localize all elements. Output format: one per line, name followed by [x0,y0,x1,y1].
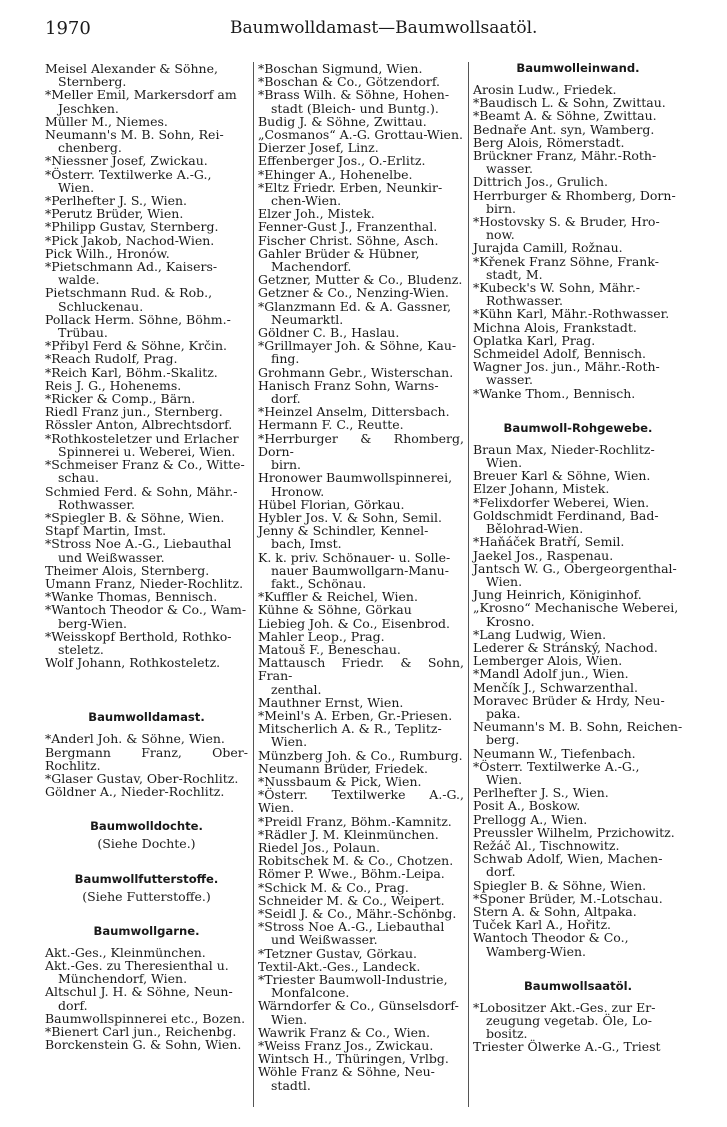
entry-name-line: *Schmeiser Franz & Co., Witte- [45,457,245,473]
entry-name-line: *Boschan Sigmund, Wien. [258,61,423,76]
entry-name-line: Schneider M. & Co., Weipert. [258,892,445,908]
section [45,711,248,798]
entry-name-line: *Spiegler B. & Söhne, Wien. [45,509,225,525]
entry-name-line: Rössler Anton, Albrechtsdorf. [45,417,233,433]
entry-continuation-line: Schluckenau. [58,298,144,314]
section-heading: Baumwolldamast. [88,710,205,725]
entry-name-line: *Stross Noe A.-G., Liebauthal [45,536,232,552]
entry-name-line: Braun Max, Nieder-Rochlitz- [473,441,655,457]
entry-name-line: Menčík J., Schwarzenthal. [473,679,639,695]
entry-name-line: Neumann's M. B. Sohn, Rei- [45,127,224,143]
entry-name-line: *Rothkosteletzer und Erlacher [45,430,239,446]
entry-name-line: Baumwollspinnerei etc., Bozen. [45,1010,246,1026]
directory-entry [258,379,464,405]
entry-continuation-line: Bělohrad-Wien. [486,521,584,537]
entry-name-line: Breuer Karl & Söhne, Wien. [473,468,651,484]
entry-name-line: *Sponer Brüder, M.-Lotschau. [473,890,663,906]
column-2 [258,62,464,1092]
entry-continuation-line: Wien. [486,455,523,471]
entry-name-line: *Glanzmann Ed. & A. Gassner, [258,298,452,314]
entry-name-line: Lemberger Alois, Wien. [473,653,623,669]
entry-name-line: *Mandl Adolf jun., Wien. [473,666,629,682]
directory-entry [45,746,248,772]
entry-name-line: *Heinzel Anselm, Dittersbach. [258,404,450,420]
entry-name-line: *Beamt A. & Söhne, Zwittau. [473,108,657,124]
entry-continuation-line: Wien. [486,573,523,589]
entry-name-line: Liebieg Joh. & Co., Eisenbrod. [258,615,450,631]
entry-name-line: Hübel Florian, Görkau. [258,496,405,512]
entry-continuation-line: Wien. [486,771,523,787]
entry-name-line: Arosin Ludw., Friedek. [473,82,617,97]
directory-entry [45,260,248,286]
entry-name-line: *Glaser Gustav, Ober-Rochlitz. [45,770,239,786]
entry-name-line: *Rädler J. M. Kleinmünchen. [258,826,439,842]
directory-entry [473,562,683,588]
entry-name-line: Jantsch W. G., Obergeorgenthal- [473,560,677,576]
directory-entry [473,281,683,307]
directory-entry [45,485,248,511]
entry-continuation-line: dorf. [486,864,516,880]
entry-continuation-line: stadtl. [271,1077,311,1093]
entry-continuation-line: walde. [58,272,100,288]
entry-name-line: *Wanke Thom., Bennisch. [473,385,636,401]
entry-name-line: Mattausch Friedr. & Sohn, Fran- [258,655,464,684]
directory-entry [258,181,464,207]
entry-name-line: Spiegler B. & Söhne, Wien. [473,877,647,893]
directory-entry [258,88,464,114]
section-heading: Baumwolldochte. [90,819,203,834]
entry-name-line: *Brass Wilh. & Söhne, Hohen- [258,87,450,103]
entry-continuation-line: zenthal. [271,681,322,697]
entry-name-line: Jenny & Schindler, Kennel- [258,523,429,539]
entry-name-line: Lederer & Stránský, Nachod. [473,639,658,655]
entry-continuation-line: Krosno. [486,613,535,629]
directory-entry [473,215,683,241]
entry-continuation-line: stadt, M. [486,266,543,282]
entry-name-line: *Triester Baumwoll-Industrie, [258,972,448,988]
directory-entry [258,471,464,497]
entry-name-line: *Ricker & Comp., Bärn. [45,391,196,407]
entry-name-line: *Perlhefter J. S., Wien. [45,193,187,209]
entry-name-line: Pietschmann Rud. & Rob., [45,285,213,301]
directory-entry [258,432,464,472]
entry-name-line: Meisel Alexander & Söhne, [45,61,218,76]
section [45,925,248,1052]
entry-name-line: *Grillmayer Joh. & Söhne, Kau- [258,338,457,354]
entry-name-line: Elzer Johann, Mistek. [473,481,610,497]
directory-entry [473,852,683,878]
entry-name-line: Wöhle Franz & Söhne, Neu- [258,1064,435,1080]
section [45,62,248,669]
directory-entry [473,360,683,386]
directory-entry [45,168,248,194]
column-1 [45,62,248,1051]
directory-entry [45,537,248,563]
entry-name-line: *Niessner Josef, Zwickau. [45,153,208,169]
entry-name-line: Getzner, Mutter & Co., Bludenz. [258,272,463,288]
entry-name-line: Wagner Jos. jun., Mähr.-Roth- [473,359,660,375]
entry-continuation-line: bach, Imst. [271,536,342,552]
directory-entry [258,722,464,748]
directory-entry [473,509,683,535]
entry-name-line: Michna Alois, Frankstadt. [473,319,637,335]
entry-name-line: Jurajda Camill, Rožnau. [473,240,623,256]
entry-name-line: *Schick M. & Co., Prag. [258,879,409,895]
entry-name-line: Reis J. G., Hohenems. [45,377,182,393]
entry-name-line: *Weisskopf Berthold, Rothko- [45,628,232,644]
entry-continuation-line: wasser. [486,372,533,388]
entry-name-line: Römer P. Wwe., Böhm.-Leipa. [258,866,445,882]
entry-name-line: Altschul J. H. & Söhne, Neun- [45,984,233,1000]
entry-continuation-line: und Weißwasser. [58,549,165,565]
entry-name-line: Hanisch Franz Sohn, Warns- [258,377,439,393]
entry-name-line: *Wantoch Theodor & Co., Wam- [45,602,247,618]
directory-entry [45,88,248,114]
entry-continuation-line: Trübau. [58,325,108,341]
directory-entry [258,1065,464,1091]
entry-name-line: Režáč Al., Tischnowitz. [473,837,620,853]
entry-name-line: Oplatka Karl, Prag. [473,332,596,348]
entry-name-line: Preussler Wilhelm, Przichowitz. [473,824,675,840]
entry-continuation-line: schau. [58,470,99,486]
entry-name-line: Stern A. & Sohn, Altpaka. [473,903,637,919]
entry-name-line: *Wanke Thomas, Bennisch. [45,589,218,605]
entry-name-line: Matouš F., Beneschau. [258,641,401,657]
directory-entry [45,1038,248,1051]
entry-continuation-line: birn. [271,457,301,473]
entry-name-line: *Hostovsky S. & Bruder, Hro- [473,214,660,230]
entry-name-line: Pollack Herm. Söhne, Böhm.- [45,311,231,327]
entry-continuation-line: Rothwasser. [58,496,135,512]
section-heading: Baumwollfutterstoffe. [74,871,219,886]
entry-name-line: *Seidl J. & Co., Mähr.-Schönbg. [258,906,457,921]
entry-name-line: *Boschan & Co., Götzendorf. [258,74,441,90]
entry-name-line: Dittrich Jos., Grulich. [473,174,608,190]
entry-name-line: K. k. priv. Schönauer- u. Solle- [258,549,451,565]
directory-entry [473,720,683,746]
entry-name-line: Triester Ölwerke A.-G., Triest [473,1039,661,1055]
entry-name-line: *Perutz Brüder, Wien. [45,206,184,222]
entry-name-line: Gahler Brüder & Hübner, [258,245,420,261]
directory-entry [45,128,248,154]
entry-name-line: „Krosno“ Mechanische Weberei, [473,600,679,616]
entry-name-line: Wawrik Franz & Co., Wien. [258,1024,431,1040]
entry-name-line: „Cosmanos“ A.-G. Grottau-Wien. [258,127,463,143]
entry-name-line: *Philipp Gustav, Sternberg. [45,219,219,235]
directory-entry [473,601,683,627]
entry-name-line: *Kuffler & Reichel, Wien. [258,589,418,605]
entry-name-line: Schmied Ferd. & Sohn, Mähr.- [45,483,238,499]
entry-name-line: *Přibyl Ferd & Söhne, Krčin. [45,338,227,354]
entry-name-line: *Nussbaum & Pick, Wien. [258,773,422,789]
entry-name-line: *Stross Noe A.-G., Liebauthal [258,919,445,935]
entry-continuation-line: Wien. [271,734,308,750]
directory-entry [258,551,464,591]
section [45,873,248,903]
section [45,820,248,850]
entry-name-line: *Křenek Franz Söhne, Frank- [473,253,659,269]
entry-name-line: Umann Franz, Nieder-Rochlitz. [45,575,244,591]
entry-continuation-line: bositz. [486,1026,528,1042]
entry-name-line: Posit A., Boskow. [473,798,581,814]
directory-entry [473,1001,683,1041]
entry-continuation-line: Wien. [58,179,95,195]
entry-continuation-line: Jeschken. [58,100,119,116]
section [258,62,464,1092]
entry-name-line: *Tetzner Gustav, Görkau. [258,945,418,961]
directory-entry [45,785,248,798]
entry-name-line: *Baudisch L. & Sohn, Zwittau. [473,95,666,111]
entry-name-line: *Kühn Karl, Mähr.-Rothwasser. [473,306,670,322]
entry-name-line: Münzberg Joh. & Co., Rumburg. [258,747,463,763]
entry-name-line: Bergmann Franz, Ober-Rochlitz. [45,744,248,773]
entry-name-line: Fischer Christ. Söhne, Asch. [258,232,439,248]
directory-entry [258,999,464,1025]
entry-continuation-line: fing. [271,351,300,367]
entry-name-line: Riedl Franz jun., Sternberg. [45,404,223,420]
directory-entry [258,247,464,273]
entry-name-line: Prellogg A., Wien. [473,811,588,827]
entry-name-line: *Bienert Carl jun., Reichenbg. [45,1023,237,1039]
directory-entry [258,524,464,550]
entry-name-line: Neumann Brüder, Friedek. [258,760,428,776]
entry-name-line: Jaekel Jos., Raspenau. [473,547,614,563]
directory-entry [258,339,464,365]
entry-name-line: Göldner A., Nieder-Rochlitz. [45,784,225,800]
entry-name-line: Jung Heinrich, Königinhof. [473,587,642,603]
entry-continuation-line: Hronow. [271,483,325,499]
page-header [45,18,685,48]
entry-name-line: Moravec Brüder & Hrdy, Neu- [473,692,665,708]
directory-entry [45,313,248,339]
entry-name-line: *Herrburger & Rhomberg, Dorn- [258,430,464,459]
entry-name-line: *Österr. Textilwerke A.-G., [45,166,212,182]
directory-entry [45,62,248,88]
directory-entry [473,149,683,175]
entry-name-line: *Lang Ludwig, Wien. [473,626,607,642]
entry-name-line: Borckenstein G. & Sohn, Wien. [45,1037,242,1053]
entry-name-line: Hermann F. C., Reutte. [258,417,404,433]
page-title: Baumwolldamast—Baumwollsaatöl. [230,18,538,38]
entry-name-line: Robitschek M. & Co., Chotzen. [258,853,454,869]
directory-entry [45,985,248,1011]
entry-name-line: *Eltz Friedr. Erben, Neunkir- [258,179,443,195]
entry-name-line: Mitscherlich A. & R., Teplitz- [258,721,442,737]
entry-name-line: Brückner Franz, Mähr.-Roth- [473,148,657,164]
entry-continuation-line: berg. [486,732,520,748]
entry-name-line: *Preidl Franz, Böhm.-Kamnitz. [258,813,452,829]
entry-name-line: *Meinl's A. Erben, Gr.-Priesen. [258,707,453,723]
entry-name-line: Wantoch Theodor & Co., [473,930,629,946]
section [473,980,683,1054]
entry-continuation-line: zeugung vegetab. Öle, Lo- [486,1013,653,1028]
directory-entry [473,189,683,215]
entry-continuation-line: Machendorf. [271,259,352,275]
directory-entry [258,656,464,696]
page-number: 1970 [45,18,91,39]
entry-continuation-line: berg-Wien. [58,615,127,631]
entry-name-line: Akt.-Ges., Kleinmünchen. [45,944,206,960]
entry-name-line: *Anderl Joh. & Söhne, Wien. [45,731,225,747]
column-divider [253,62,254,1107]
entry-name-line: Riedel Jos., Polaun. [258,839,381,855]
entry-continuation-line: Sternberg. [58,74,127,90]
directory-entry [45,959,248,985]
entry-name-line: Wintsch H., Thüringen, Vrlbg. [258,1051,449,1067]
entry-continuation-line: now. [486,227,515,243]
entry-name-line: Wolf Johann, Rothkosteletz. [45,655,221,671]
directory-entry [45,656,248,669]
entry-name-line: Neumann's M. B. Sohn, Reichen- [473,719,683,735]
entry-continuation-line: fakt., Schönau. [271,575,367,591]
entry-name-line: Neumann W., Tiefenbach. [473,745,636,761]
entry-name-line: Stapf Martin, Imst. [45,523,167,539]
entry-name-line: *Haňáček Bratří, Semil. [473,534,625,550]
column-divider [468,62,469,1107]
entry-continuation-line: Spinnerei u. Weberei, Wien. [58,443,236,459]
directory-entry [45,458,248,484]
entry-name-line: Dierzer Josef, Linz. [258,140,379,156]
entry-continuation-line: birn. [486,200,516,216]
entry-name-line: Mahler Leop., Prag. [258,628,385,644]
section-heading: Baumwoll-Rohgewebe. [503,420,653,435]
directory-entry [45,603,248,629]
entry-name-line: Mauthner Ernst, Wien. [258,694,404,710]
entry-name-line: Fenner-Gust J., Franzenthal. [258,219,438,235]
section-heading: Baumwollsaatöl. [523,978,633,993]
entry-name-line: Müller M., Niemes. [45,113,168,129]
entry-continuation-line: Wien. [271,1011,308,1027]
directory-entry [45,432,248,458]
entry-name-line: Pick Wilh., Hronów. [45,245,170,261]
entry-continuation-line: steletz. [58,641,104,657]
entry-name-line: *Pietschmann Ad., Kaisers- [45,259,218,275]
entry-name-line: Perlhefter J. S., Wien. [473,785,609,801]
entry-name-line: *Pick Jakob, Nachod-Wien. [45,232,215,248]
entry-name-line: *Reach Rudolf, Prag. [45,351,178,367]
entry-name-line: Wärndorfer & Co., Günselsdorf- [258,998,459,1014]
entry-name-line: Bednaře Ant. syn, Wamberg. [473,121,655,137]
entry-continuation-line: Rothwasser. [486,293,563,309]
entry-continuation-line: Monfalcone. [271,985,350,1001]
section [473,62,683,400]
directory-entry [258,788,464,814]
entry-continuation-line: Neumarktl. [271,311,344,327]
directory-entry [258,300,464,326]
entry-name-line: Göldner C. B., Haslau. [258,325,400,341]
entry-name-line: Schmeidel Adolf, Bennisch. [473,346,647,362]
entry-name-line: *Felixdorfer Weberei, Wien. [473,494,650,510]
directory-entry [45,286,248,312]
entry-name-line: Elzer Joh., Mistek. [258,206,375,222]
entry-name-line: Hronower Baumwollspinnerei, [258,470,453,486]
entry-continuation-line: Wamberg-Wien. [486,943,587,959]
directory-entry [473,255,683,281]
entry-name-line: Berg Alois, Römerstadt. [473,134,625,150]
entry-continuation-line: nauer Baumwollgarn-Manu- [271,562,449,578]
cross-reference-note: (Siehe Dochte.) [97,836,196,852]
entry-name-line: *Lobositzer Akt.-Ges. zur Er- [473,999,656,1015]
entry-name-line: Hybler Jos. V. & Sohn, Semil. [258,509,443,525]
entry-name-line: *Meller Emil, Markersdorf am [45,87,237,103]
entry-name-line: Textil-Akt.-Ges., Landeck. [258,958,421,974]
column-3 [473,62,683,1054]
directory-entry [258,920,464,946]
entry-name-line: Effenberger Jos., O.-Erlitz. [258,153,426,169]
entry-continuation-line: Münchendorf, Wien. [58,971,188,987]
entry-name-line: Budig J. & Söhne, Zwittau. [258,113,427,129]
directory-entry [473,1040,683,1053]
entry-name-line: *Kubeck's W. Sohn, Mähr.- [473,280,641,296]
entry-name-line: Getzner & Co., Nenzing-Wien. [258,285,449,301]
directory-entry [473,760,683,786]
entry-continuation-line: stadt (Bleich- und Buntg.). [271,100,439,116]
entry-name-line: Herrburger & Rhomberg, Dorn- [473,187,676,203]
entry-continuation-line: paka. [486,705,521,721]
directory-entry [473,387,683,400]
entry-continuation-line: und Weißwasser. [271,932,378,948]
entry-name-line: *Ehinger A., Hohenelbe. [258,166,413,182]
entry-name-line: Tuček Karl A., Hořitz. [473,917,612,933]
entry-name-line: Grohmann Gebr., Wisterschan. [258,364,454,380]
entry-name-line: Goldschmidt Ferdinand, Bad- [473,507,659,523]
entry-name-line: Kühne & Söhne, Görkau [258,602,412,618]
entry-name-line: *Reich Karl, Böhm.-Skalitz. [45,364,218,380]
section [473,422,683,958]
directory-entry [473,931,683,957]
section-heading: Baumwollgarne. [93,923,200,938]
entry-name-line: *Österr. Textilwerke A.-G., Wien. [258,787,464,816]
entry-continuation-line: wasser. [486,161,533,177]
entry-continuation-line: dorf. [58,997,88,1013]
entry-name-line: *Weiss Franz Jos., Zwickau. [258,1038,434,1054]
entry-name-line: Akt.-Ges. zu Theresienthal u. [45,957,229,973]
directory-entry [258,973,464,999]
entry-name-line: Theimer Alois, Sternberg. [45,562,210,578]
entry-name-line: *Österr. Textilwerke A.-G., [473,758,640,774]
directory-entry [45,630,248,656]
directory-entry [473,694,683,720]
cross-reference-note: (Siehe Futterstoffe.) [82,888,211,904]
entry-name-line: Schwab Adolf, Wien, Machen- [473,851,663,867]
section-heading: Baumwolleinwand. [516,61,640,75]
entry-continuation-line: dorf. [271,391,301,407]
entry-continuation-line: chen-Wien. [271,193,342,209]
entry-continuation-line: chenberg. [58,140,122,156]
directory-entry [473,443,683,469]
